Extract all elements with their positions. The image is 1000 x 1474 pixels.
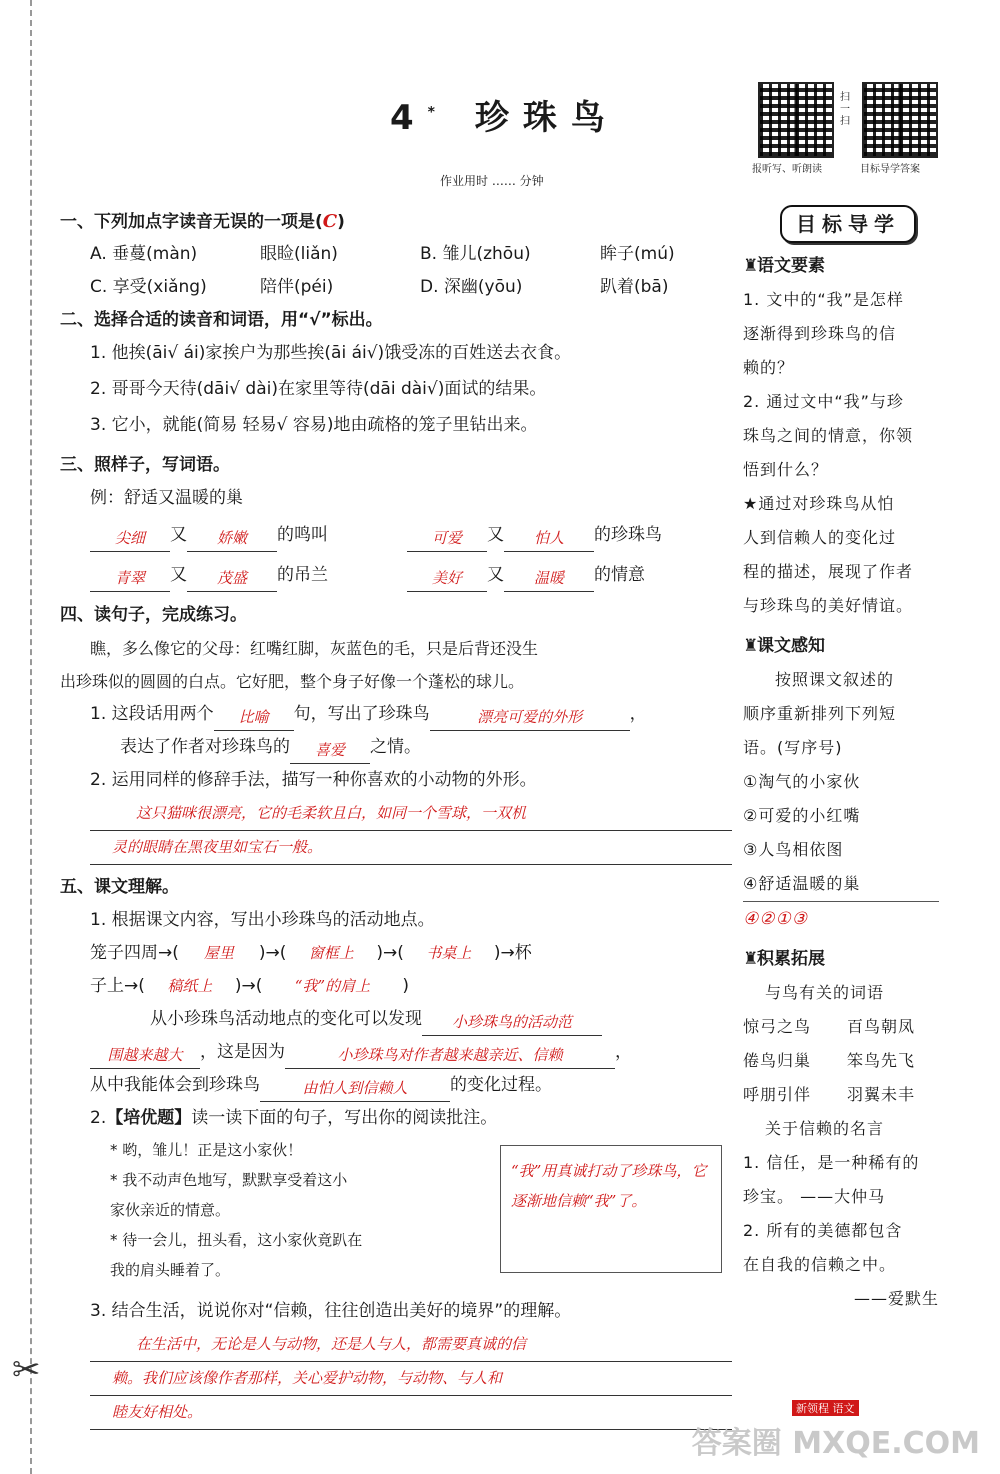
side-line: 逐渐得到珍珠鸟的信 xyxy=(743,324,897,343)
q3-example: 例：舒适又温暖的巢 xyxy=(90,488,243,508)
q4-heading: 四、读句子，完成练习。 xyxy=(60,605,247,625)
q3-suffix: 的珍珠鸟 xyxy=(594,525,662,545)
q5-finding xyxy=(60,1069,732,1102)
answer-line[interactable]: 睦友好相处。 xyxy=(90,1396,732,1430)
answer-blank[interactable]: 怕人 xyxy=(504,525,594,552)
q4-s1-text: 句，写出了珍珠鸟 xyxy=(293,704,430,724)
answer-blank[interactable]: 由怕人到信赖人 xyxy=(260,1075,450,1102)
q3-you: 又 xyxy=(170,565,187,585)
side-subheading: 与鸟有关的词语 xyxy=(765,983,885,1002)
quote-line: * 我不动声色地写，默默享受着这小 xyxy=(110,1171,348,1189)
side-line: 与珍珠鸟的美好情谊。 xyxy=(743,596,914,615)
q3-heading: 三、照样子，写词语。 xyxy=(60,455,230,475)
quote-line: * 哟，雏儿！正是这小家伙！ xyxy=(110,1141,303,1159)
idiom: 百鸟朝凤 xyxy=(847,1017,916,1036)
subject-text: 语文 xyxy=(832,1402,855,1415)
q5-path xyxy=(60,937,732,970)
q4-s1-text: 1. 这段话用两个 xyxy=(90,704,214,724)
time-label: 作业用时 xyxy=(440,174,489,188)
q3-suffix: 的吊兰 xyxy=(277,565,328,585)
star-mark: * xyxy=(427,104,449,121)
option: 陪伴(péi) xyxy=(260,277,334,297)
q5-text: ， xyxy=(615,1042,632,1062)
scissors-icon: ✂ xyxy=(12,1350,41,1390)
option: 眸子(mú) xyxy=(600,244,675,264)
answer-blank[interactable]: 可爱 xyxy=(407,525,487,552)
cut-line xyxy=(30,0,32,1474)
q1-answer: C xyxy=(322,211,338,232)
side-line: 顺序重新排列下列短 xyxy=(743,704,897,723)
q4-s1 xyxy=(60,698,732,731)
option: 眼睑(liǎn) xyxy=(260,244,338,264)
side-line: 珍宝。 ——大仲马 xyxy=(743,1187,886,1206)
side-line: 人到信赖人的变化过 xyxy=(743,528,897,547)
q3-row xyxy=(60,519,732,559)
q3-suffix: 的鸣叫 xyxy=(277,525,328,545)
answer-line[interactable]: 这只猫咪很漂亮，它的毛柔软且白，如同一个雪球，一双机 xyxy=(90,797,732,831)
answer-line[interactable]: 在生活中，无论是人与动物，还是人与人，都需要真诚的信 xyxy=(90,1328,732,1362)
annotation-box[interactable]: “我”用真诚打动了珍珠鸟，它逐渐地信赖“我”了。 xyxy=(500,1145,722,1273)
q4-s1-text: 之情。 xyxy=(370,737,421,757)
idiom-row xyxy=(743,1010,953,1044)
q2-heading: 二、选择合适的读音和词语，用“√”标出。 xyxy=(60,310,383,330)
q4-s1-text: ， xyxy=(629,704,647,724)
footer-badge xyxy=(792,1400,859,1416)
section-title: 语文要素 xyxy=(757,256,825,276)
idiom: 惊弓之鸟 xyxy=(743,1017,812,1036)
section-heading xyxy=(743,942,953,976)
side-line: ④舒适温暖的巢 xyxy=(743,874,861,893)
answer-blank[interactable]: 漂亮可爱的外形 xyxy=(430,704,630,731)
side-line: 赖的？ xyxy=(743,358,795,377)
side-line: ——爱默生 xyxy=(853,1289,939,1308)
q5-arrow: )→( xyxy=(376,943,404,963)
sec1-q1 xyxy=(743,283,953,623)
sidebar xyxy=(743,205,953,1316)
scan-label: 扫一扫 xyxy=(840,92,850,127)
answer-blank[interactable]: 窗框上 xyxy=(308,944,354,962)
answer-blank[interactable]: 喜爱 xyxy=(290,737,370,764)
q2-item: 3. 它小，就能(简易 轻易√ 容易)地由疏格的笼子里钻出来。 xyxy=(90,415,538,435)
side-line: 1. 信任，是一种稀有的 xyxy=(743,1153,920,1172)
answer-blank[interactable]: 小珍珠鸟对作者越来越亲近、信赖 xyxy=(285,1042,615,1069)
side-line: 悟到什么？ xyxy=(743,460,829,479)
answer-blank[interactable]: 屋里 xyxy=(203,944,234,962)
side-line: 1. 文中的“我”是怎样 xyxy=(743,290,904,309)
main-exercises xyxy=(60,205,732,1430)
q4-passage: 瞧，多么像它的父母：红嘴红脚，灰蓝色的毛，只是后背还没生 xyxy=(90,639,539,658)
q5-s2-text: 读一读下面的句子，写出你的阅读批注。 xyxy=(191,1108,498,1128)
q5-s3: 3. 结合生活，说说你对“信赖，往往创造出美好的境界”的理解。 xyxy=(90,1301,572,1321)
q5-finding xyxy=(60,1036,732,1069)
q3-you: 又 xyxy=(487,525,504,545)
side-line: ②可爱的小红嘴 xyxy=(743,806,861,825)
answer-blank[interactable]: 比喻 xyxy=(214,704,294,731)
answer-blank[interactable]: 尖细 xyxy=(90,525,170,552)
side-line: 程的描述，展现了作者 xyxy=(743,562,914,581)
title-text: 珍珠鸟 xyxy=(474,98,619,138)
option: D. 深幽(yōu) xyxy=(420,277,523,297)
trophy-icon: ♜ xyxy=(743,256,759,276)
q1-options-row xyxy=(60,238,732,271)
q5-path xyxy=(60,970,732,1003)
side-line: ③人鸟相依图 xyxy=(743,840,844,859)
quote-line: 我的肩头睡着了。 xyxy=(110,1261,231,1279)
lesson-number: 4 xyxy=(390,98,428,138)
side-subheading: 关于信赖的名言 xyxy=(765,1119,885,1138)
side-line: 语。(写序号) xyxy=(743,738,843,757)
q2-item: 1. 他挨(āi√ ái)家挨户为那些挨(āi ái√)饿受冻的百姓送去衣食。 xyxy=(90,343,572,363)
section-heading xyxy=(743,249,953,283)
sec2-body xyxy=(743,663,953,936)
q5-finding xyxy=(60,1003,732,1036)
q5-arrow: ) xyxy=(402,976,410,996)
idiom: 笨鸟先飞 xyxy=(847,1051,916,1070)
time-unit: 分钟 xyxy=(519,174,544,188)
qr1-label: 报听写、听朗读 xyxy=(752,164,822,175)
q4-s1-text: 表达了作者对珍珠鸟的 xyxy=(120,737,290,757)
quote-line: * 待一会儿，扭头看，这小家伙竟趴在 xyxy=(110,1231,363,1249)
idiom: 呼朋引伴 xyxy=(743,1085,812,1104)
section-heading xyxy=(743,629,953,663)
q1-heading xyxy=(60,205,732,238)
q3-row xyxy=(60,559,732,599)
q5-text: 从小珍珠鸟活动地点的变化可以发现 xyxy=(150,1009,422,1029)
q3-you: 又 xyxy=(170,525,187,545)
homework-time xyxy=(440,172,544,189)
q1-close: ) xyxy=(337,212,345,232)
side-line: 按照课文叙述的 xyxy=(775,670,895,689)
q4-s1b xyxy=(60,731,732,764)
answer-blank[interactable]: 美好 xyxy=(407,565,487,592)
sidebar-title: 目标导学 xyxy=(780,205,916,243)
q5-arrow: )→( xyxy=(234,976,263,996)
quote-line: 家伙亲近的情意。 xyxy=(110,1201,231,1219)
answer-blank[interactable]: 温暖 xyxy=(504,565,594,592)
answer-blank[interactable]: 娇嫩 xyxy=(187,525,277,552)
answer-blank[interactable]: 围越来越大 xyxy=(90,1042,200,1069)
option: B. 雏儿(zhōu) xyxy=(420,244,531,264)
idiom: 倦鸟归巢 xyxy=(743,1051,812,1070)
idiom-row xyxy=(743,1078,953,1112)
trophy-icon: ♜ xyxy=(743,636,759,656)
lesson-title xyxy=(390,90,619,139)
q5-path-text: 子上→( xyxy=(90,976,145,996)
idiom-row xyxy=(743,1044,953,1078)
side-line: 2. 通过文中“我”与珍 xyxy=(743,392,904,411)
side-line: ★通过对珍珠鸟从怕 xyxy=(743,494,895,513)
section-title: 积累拓展 xyxy=(757,949,825,969)
option: C. 享受(xiǎng) xyxy=(90,277,207,297)
q5-text: ，这是因为 xyxy=(200,1042,285,1062)
sec3-body xyxy=(743,976,953,1316)
side-line: 2. 所有的美德都包含 xyxy=(743,1221,903,1240)
badge-text: 新领程 xyxy=(796,1402,829,1415)
q1-options-row xyxy=(60,271,732,304)
q5-s1: 1. 根据课文内容，写出小珍珠鸟的活动地点。 xyxy=(90,910,435,930)
q5-arrow: )→( xyxy=(258,943,287,963)
answer-line[interactable]: 灵的眼睛在黑夜里如宝石一般。 xyxy=(90,831,732,865)
q5-text: 的变化过程。 xyxy=(450,1075,552,1095)
q5-s2-num: 2. xyxy=(90,1108,107,1128)
q5-text: 从中我能体会到珍珠鸟 xyxy=(90,1075,260,1095)
side-line: 珠鸟之间的情意，你领 xyxy=(743,426,914,445)
option: A. 垂蔓(màn) xyxy=(90,244,198,264)
q3-you: 又 xyxy=(487,565,504,585)
answer-blank[interactable]: 小珍珠鸟的活动范 xyxy=(422,1009,602,1036)
option: 趴着(bā) xyxy=(600,277,669,297)
sec2-answer[interactable]: ④②①③ xyxy=(743,901,939,936)
side-line: 在自我的信赖之中。 xyxy=(743,1255,897,1274)
qr-code-icon[interactable] xyxy=(862,82,938,158)
q3-suffix: 的情意 xyxy=(594,565,645,585)
idiom: 羽翼未丰 xyxy=(847,1085,916,1104)
qr-code-icon[interactable] xyxy=(758,82,834,158)
time-blank: …… xyxy=(491,174,516,188)
qr2-label: 目标导学答案 xyxy=(860,164,920,175)
answer-blank[interactable]: 青翠 xyxy=(90,565,170,592)
section-title: 课文感知 xyxy=(757,636,825,656)
answer-line[interactable]: 赖。我们应该像作者那样，关心爱护动物，与动物、与人和 xyxy=(90,1362,732,1396)
answer-blank[interactable]: 书桌上 xyxy=(426,944,472,962)
q4-s2: 2. 运用同样的修辞手法，描写一种你喜欢的小动物的外形。 xyxy=(90,770,537,790)
q5-path-text: )→杯 xyxy=(493,943,532,963)
q4-passage: 出珍珠似的圆圆的白点。它好肥，整个身子好像一个蓬松的球儿。 xyxy=(60,672,525,691)
answer-blank[interactable]: 稿纸上 xyxy=(167,977,213,995)
q1-heading-text: 一、下列加点字读音无误的一项是( xyxy=(60,212,323,232)
watermark: 答案圈 MXQE.COM xyxy=(691,1426,980,1461)
q2-item: 2. 哥哥今天待(dāi√ dài)在家里等待(dāi dài√)面试的结果。 xyxy=(90,379,547,399)
q5-path-text: 笼子四周→( xyxy=(90,943,179,963)
q5-quotes xyxy=(60,1135,732,1295)
q5-s2-tag: 【培优题】 xyxy=(106,1108,192,1128)
trophy-icon: ♜ xyxy=(743,949,759,969)
answer-blank[interactable]: “我”的肩上 xyxy=(294,977,371,995)
q5-heading: 五、课文理解。 xyxy=(60,877,179,897)
q5-s2 xyxy=(60,1102,732,1135)
side-line: ①淘气的小家伙 xyxy=(743,772,861,791)
answer-blank[interactable]: 茂盛 xyxy=(187,565,277,592)
